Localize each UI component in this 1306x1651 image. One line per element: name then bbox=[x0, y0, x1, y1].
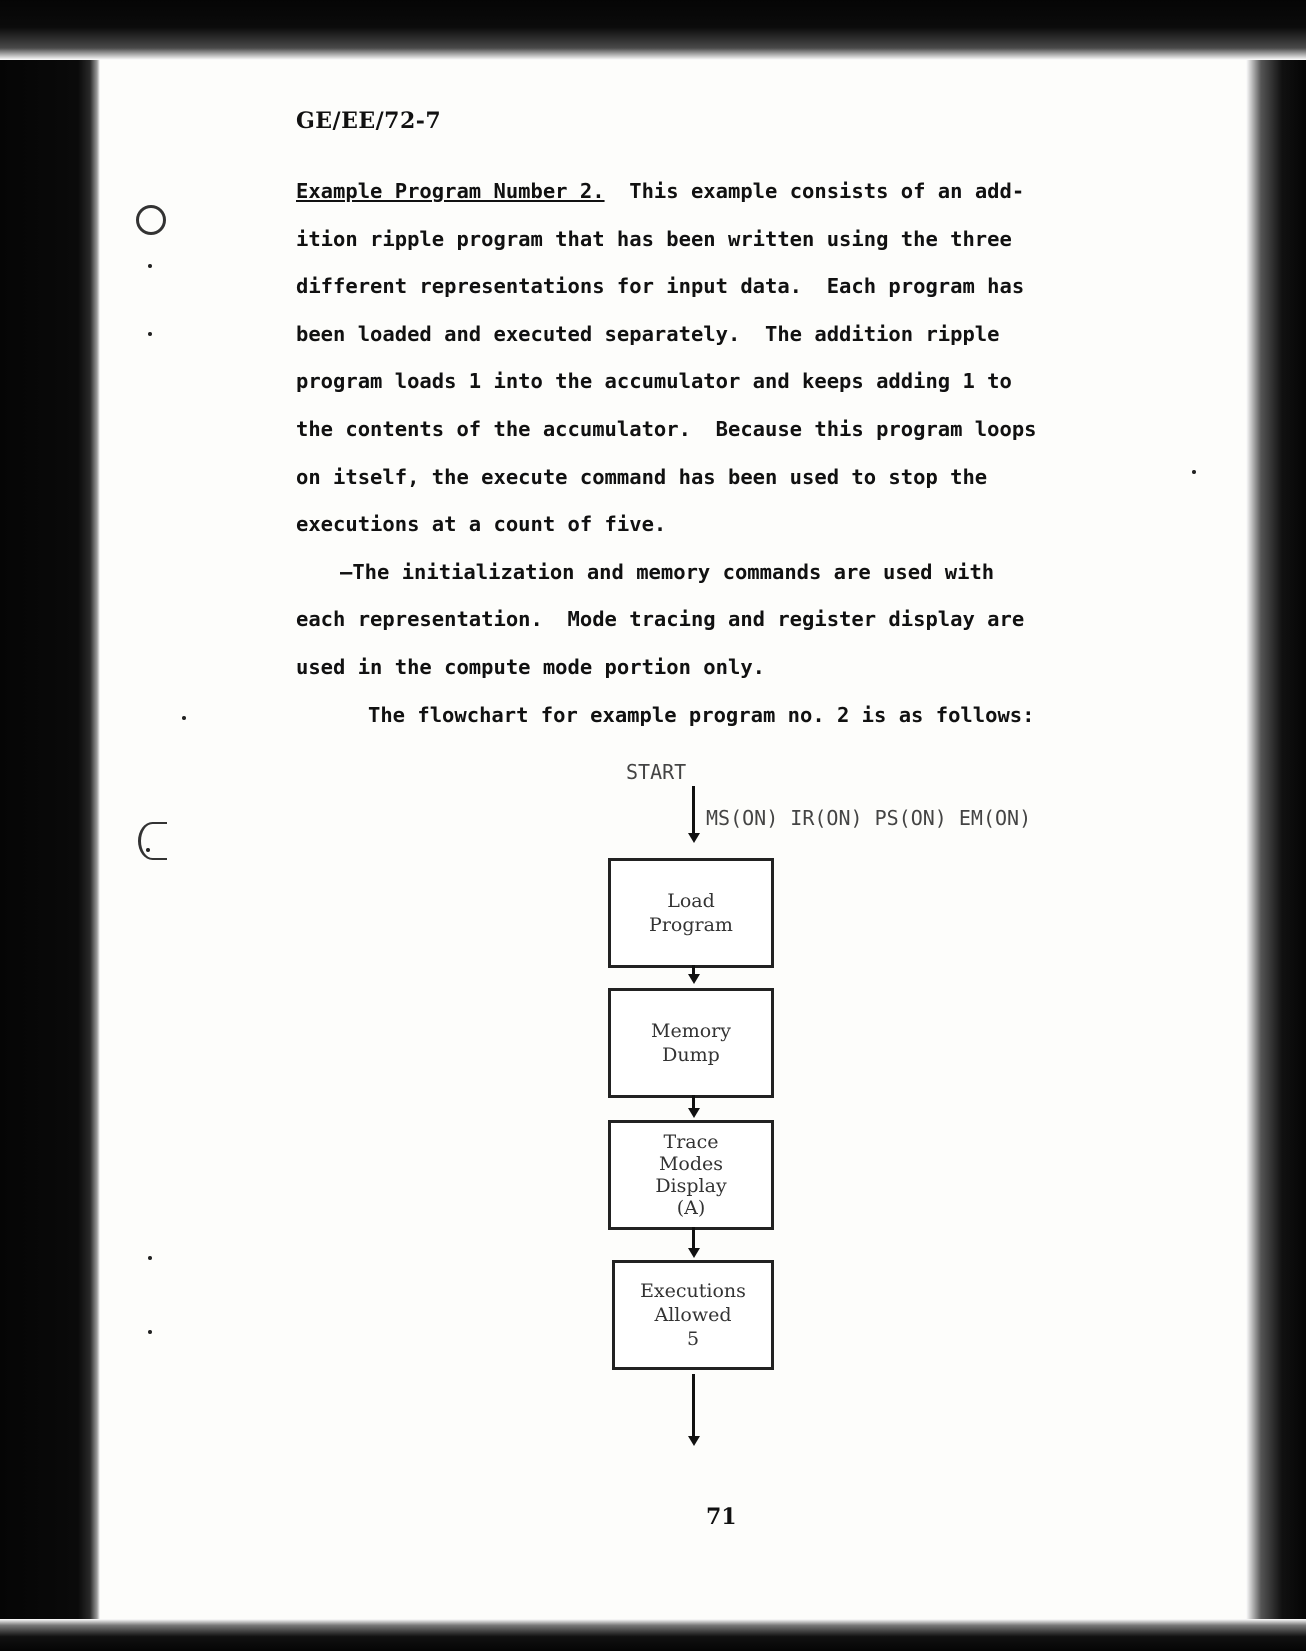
scan-speck bbox=[148, 1256, 152, 1260]
paragraph-line: been loaded and executed separately. The addition ripple bbox=[296, 321, 1000, 346]
document-id: GE/EE/72-7 bbox=[296, 108, 442, 134]
punch-hole-mark bbox=[136, 205, 166, 235]
flow-arrow-head bbox=[688, 833, 700, 843]
paragraph-line: executions at a count of five. bbox=[296, 512, 667, 537]
flowchart-box-load-program: Load Program bbox=[608, 858, 774, 968]
punch-hole-mark bbox=[138, 822, 167, 860]
flow-arrow-line bbox=[692, 1374, 695, 1438]
flowchart-start-label: START bbox=[626, 760, 687, 784]
flow-arrow-head bbox=[688, 1436, 700, 1446]
paragraph-line: each representation. Mode tracing and register display are bbox=[296, 607, 1025, 632]
paragraph-line: —The initialization and memory commands are used with bbox=[340, 559, 995, 584]
flow-arrow-head bbox=[688, 1108, 700, 1118]
paragraph-line: The flowchart for example program no. 2 is as follows: bbox=[368, 702, 1035, 727]
flow-arrow-head bbox=[688, 1248, 700, 1258]
scan-border-left bbox=[0, 0, 100, 1651]
flowchart-box-executions-allowed: Executions Allowed 5 bbox=[612, 1260, 774, 1370]
scan-speck bbox=[1192, 470, 1196, 474]
scan-speck bbox=[148, 264, 152, 268]
paragraph-line: on itself, the execute command has been used to stop the bbox=[296, 464, 988, 489]
flowchart-modes-label: MS(ON) IR(ON) PS(ON) EM(ON) bbox=[706, 806, 1032, 830]
flow-arrow-line bbox=[692, 786, 695, 836]
scan-border-right bbox=[1246, 0, 1306, 1651]
scan-speck bbox=[148, 332, 152, 336]
scan-border-top bbox=[0, 0, 1306, 60]
page-number: 71 bbox=[706, 1504, 737, 1530]
flowchart-box-trace-modes-display: Trace Modes Display (A) bbox=[608, 1120, 774, 1230]
scan-border-bottom bbox=[0, 1619, 1306, 1651]
paragraph-line: different representations for input data. Each program has bbox=[296, 274, 1025, 299]
body-text bbox=[296, 168, 1146, 739]
scan-speck bbox=[148, 1330, 152, 1334]
scan-speck bbox=[146, 848, 150, 852]
paragraph-line: Example Program Number 2. This example consists of an add- bbox=[296, 179, 1025, 203]
paragraph-line: used in the compute mode portion only. bbox=[296, 654, 765, 679]
flowchart-box-memory-dump: Memory Dump bbox=[608, 988, 774, 1098]
paragraph-line: program loads 1 into the accumulator and keeps adding 1 to bbox=[296, 369, 1012, 394]
paragraph-line: ition ripple program that has been written using the three bbox=[296, 226, 1012, 251]
paragraph-line: the contents of the accumulator. Because this program loops bbox=[296, 416, 1037, 441]
flow-arrow-head bbox=[688, 974, 700, 984]
section-title: Example Program Number 2. bbox=[296, 179, 605, 203]
scan-speck bbox=[182, 716, 186, 720]
